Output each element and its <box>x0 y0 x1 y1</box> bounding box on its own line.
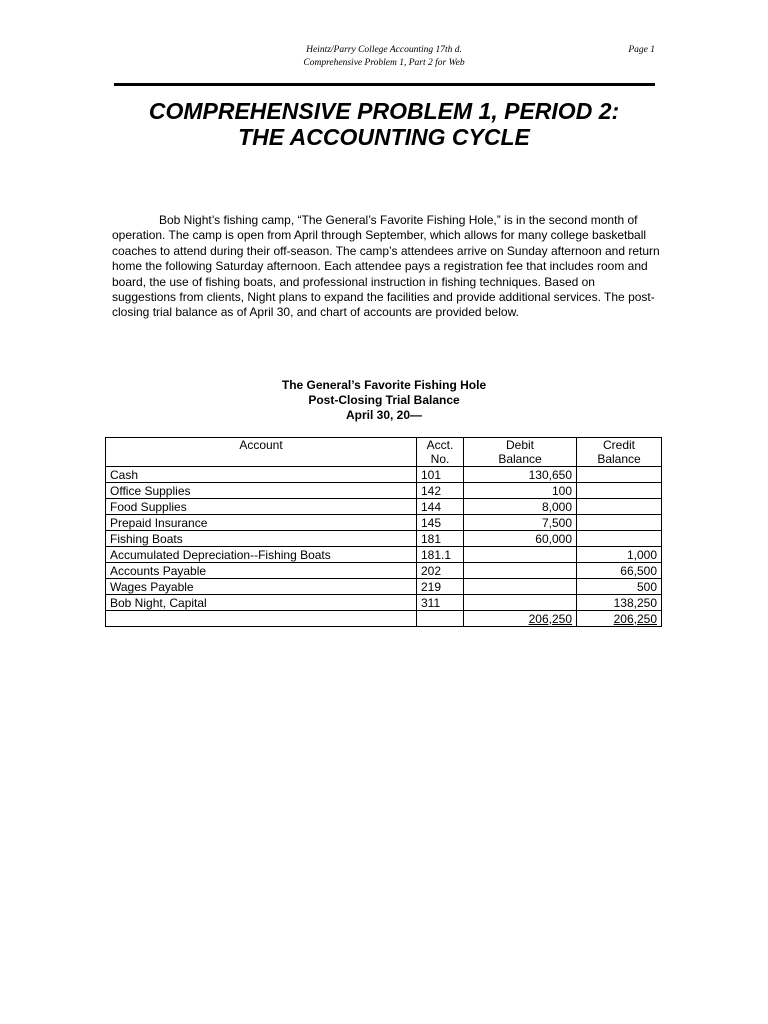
table-row <box>106 547 662 563</box>
acct-no-cell: 202 <box>417 563 464 579</box>
table-header-row <box>106 438 662 467</box>
account-cell: Office Supplies <box>106 483 417 499</box>
credit-cell <box>577 531 662 547</box>
account-cell: Bob Night, Capital <box>106 595 417 611</box>
table-row <box>106 515 662 531</box>
header-credit: Credit Balance <box>577 438 662 467</box>
acct-no-cell: 145 <box>417 515 464 531</box>
account-cell: Fishing Boats <box>106 531 417 547</box>
title-line-2: THE ACCOUNTING CYCLE <box>238 124 530 150</box>
acct-no-cell: 219 <box>417 579 464 595</box>
debit-cell <box>464 547 577 563</box>
credit-cell <box>577 515 662 531</box>
totals-label-cell <box>106 611 417 627</box>
trial-balance-heading <box>0 378 768 423</box>
credit-cell <box>577 467 662 483</box>
credit-cell: 138,250 <box>577 595 662 611</box>
credit-cell: 1,000 <box>577 547 662 563</box>
table-row <box>106 499 662 515</box>
debit-cell: 100 <box>464 483 577 499</box>
credit-cell: 66,500 <box>577 563 662 579</box>
account-cell: Prepaid Insurance <box>106 515 417 531</box>
table-row <box>106 579 662 595</box>
header-acct-no: Acct. No. <box>417 438 464 467</box>
account-cell: Wages Payable <box>106 579 417 595</box>
debit-cell <box>464 595 577 611</box>
intro-paragraph <box>112 213 660 321</box>
acct-no-cell: 181 <box>417 531 464 547</box>
header-problem-line: Comprehensive Problem 1, Part 2 for Web <box>303 58 465 68</box>
table-row <box>106 467 662 483</box>
table-row <box>106 595 662 611</box>
statement-name: Post-Closing Trial Balance <box>308 393 460 407</box>
totals-row <box>106 611 662 627</box>
table-row <box>106 483 662 499</box>
totals-no-cell <box>417 611 464 627</box>
account-cell: Accounts Payable <box>106 563 417 579</box>
header-course-line: Heintz/Parry College Accounting 17th d. <box>306 45 462 55</box>
credit-cell: 500 <box>577 579 662 595</box>
debit-cell <box>464 563 577 579</box>
credit-cell <box>577 499 662 515</box>
debit-cell: 8,000 <box>464 499 577 515</box>
debit-cell: 130,650 <box>464 467 577 483</box>
header-account: Account <box>106 438 417 467</box>
title-line-1: COMPREHENSIVE PROBLEM 1, PERIOD 2: <box>148 98 620 124</box>
acct-no-cell: 311 <box>417 595 464 611</box>
table-row <box>106 563 662 579</box>
header-rule <box>114 83 655 86</box>
account-cell: Accumulated Depreciation--Fishing Boats <box>106 547 417 563</box>
acct-no-cell: 142 <box>417 483 464 499</box>
debit-cell: 7,500 <box>464 515 577 531</box>
table-row <box>106 531 662 547</box>
intro-text: Bob Night’s fishing camp, “The General’s Favorite Fishing Hole,” is in the second month of operation. The camp is open from April through September, which allows for many college basketball coaches to attend during their off-season. The camp’s attendees arrive on Sunday afternoon and return home the following Saturday afternoon. Each attendee pays a registration fee that includes room and board, the use of fishing boats, and professional instruction in fishing techniques. Based on suggestions from clients, Night plans to expand the facilities and provide additional services. The post-closing trial balance as of April 30, and chart of accounts are provided below. <box>112 213 660 320</box>
account-cell: Food Supplies <box>106 499 417 515</box>
statement-date: April 30, 20— <box>345 408 423 422</box>
total-debit-cell: 206,250 <box>464 611 577 627</box>
debit-cell <box>464 579 577 595</box>
debit-cell: 60,000 <box>464 531 577 547</box>
header-page-number: Page 1 <box>628 45 655 55</box>
acct-no-cell: 144 <box>417 499 464 515</box>
acct-no-cell: 101 <box>417 467 464 483</box>
credit-cell <box>577 483 662 499</box>
acct-no-cell: 181.1 <box>417 547 464 563</box>
account-cell: Cash <box>106 467 417 483</box>
total-credit-cell: 206,250 <box>577 611 662 627</box>
page-title <box>0 98 768 150</box>
trial-balance-table <box>105 437 662 627</box>
header-debit: Debit Balance <box>464 438 577 467</box>
company-name: The General’s Favorite Fishing Hole <box>281 378 487 392</box>
